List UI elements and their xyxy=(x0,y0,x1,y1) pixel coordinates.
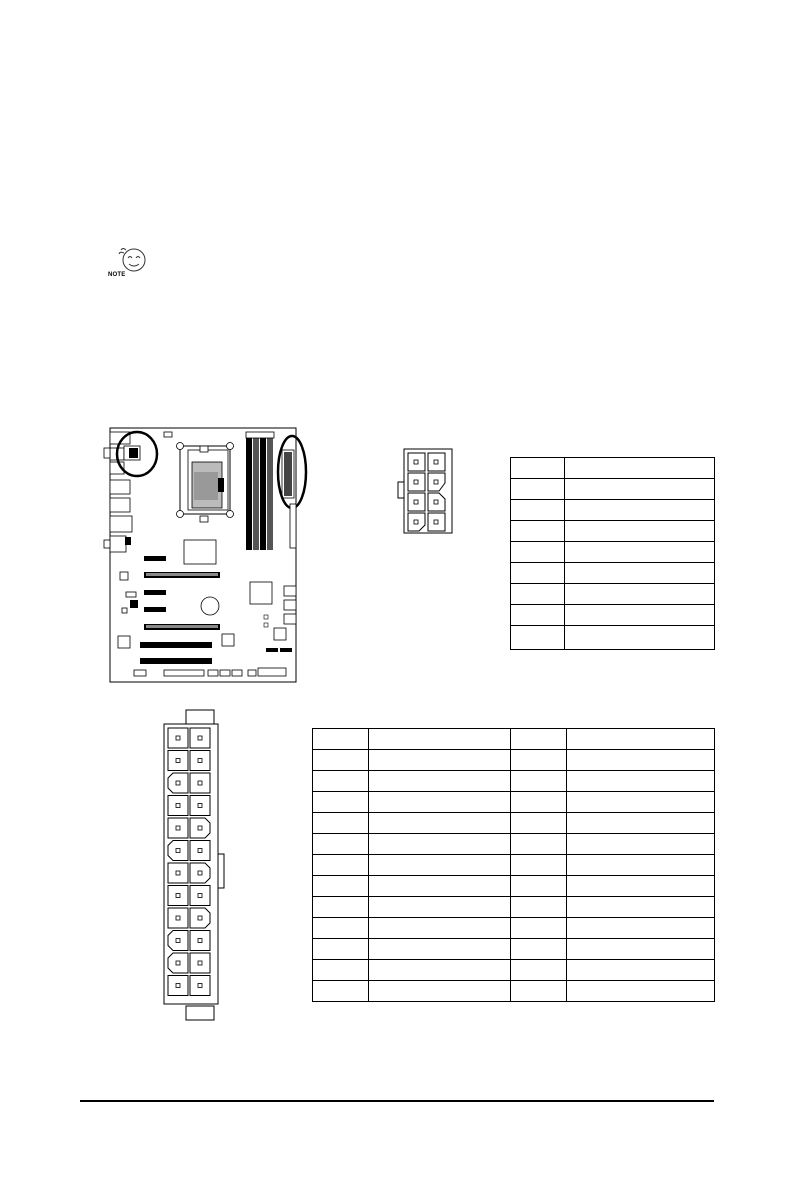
table-row xyxy=(511,458,715,479)
connector-pin-cell xyxy=(168,796,188,816)
table-row xyxy=(511,521,715,542)
table-row xyxy=(511,563,715,584)
connector-pin-cell xyxy=(190,908,210,928)
connector-pin-cell xyxy=(168,751,188,771)
connector-pin-cell xyxy=(168,728,188,748)
table-row xyxy=(313,918,715,939)
connector-pin-cell xyxy=(190,863,210,883)
connector-pin-cell xyxy=(168,931,188,951)
note-label: NOTE xyxy=(108,272,126,278)
table-row xyxy=(511,605,715,626)
connector-pin-cell xyxy=(190,886,210,906)
footer-rule xyxy=(80,1100,714,1102)
connector-pin-cell xyxy=(168,773,188,793)
connector-pin-cell xyxy=(168,953,188,973)
atx12v-pin-table xyxy=(510,457,715,650)
table-row xyxy=(511,500,715,521)
table-row xyxy=(313,771,715,792)
table-row xyxy=(313,960,715,981)
connector-pin-cell xyxy=(168,886,188,906)
connector-pin-cell xyxy=(168,863,188,883)
table-row xyxy=(511,479,715,500)
table-row xyxy=(511,584,715,605)
table-row xyxy=(511,626,715,650)
connector-pin-cell xyxy=(168,908,188,928)
connector-pin-cell xyxy=(190,818,210,838)
24-pin-connector-icon xyxy=(160,708,226,1022)
connector-pin-cell xyxy=(190,976,210,996)
table-row xyxy=(313,792,715,813)
connector-pin-cell xyxy=(190,796,210,816)
connector-pin-cell xyxy=(190,841,210,861)
connector-pin-cell xyxy=(190,728,210,748)
connector-pin-cell xyxy=(190,953,210,973)
table-row xyxy=(313,813,715,834)
table-row xyxy=(313,729,715,750)
connector-pin-cell xyxy=(190,773,210,793)
8-pin-connector-icon xyxy=(398,448,454,534)
table-row xyxy=(313,750,715,771)
table-row xyxy=(313,897,715,918)
table-row xyxy=(511,542,715,563)
connector-pin-cell xyxy=(190,931,210,951)
table-row xyxy=(313,981,715,1002)
table-row xyxy=(313,876,715,897)
connector-pin-cell xyxy=(190,751,210,771)
connector-pin-cell xyxy=(168,841,188,861)
table-row xyxy=(313,834,715,855)
connector-pin-cell xyxy=(168,976,188,996)
table-row xyxy=(313,855,715,876)
connector-pin-cell xyxy=(168,818,188,838)
motherboard-layout-icon xyxy=(100,420,320,685)
table-row xyxy=(313,939,715,960)
atx-pin-table xyxy=(312,728,715,1002)
